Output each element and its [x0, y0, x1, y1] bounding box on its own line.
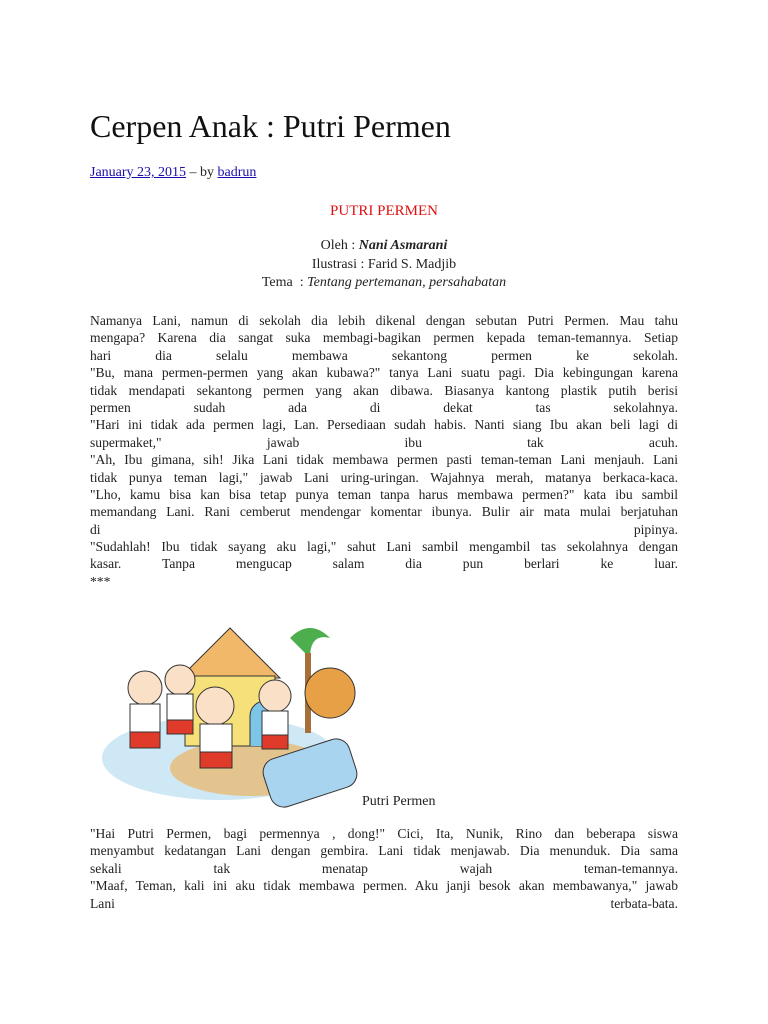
- text-line: "Bu, mana permen-permen yang akan kubawa?" tanya Lani suatu pagi. Dia kebingungan karena: [90, 365, 678, 381]
- text-line: Namanya Lani, namun di sekolah dia lebih dikenal dengan sebutan Putri Permen. Mau tahu: [90, 313, 678, 328]
- text-line: "Hai Putri Permen, bagi permennya , dong!" Cici, Ita, Nunik, Rino dan beberapa siswa: [90, 826, 678, 841]
- text-line: "Hari ini tidak ada permen lagi, Lan. Persediaan sudah habis. Nanti siang Ibu akan beli lagi di: [90, 417, 678, 433]
- author-name: Nani Asmarani: [358, 238, 448, 253]
- author-link[interactable]: badrun: [217, 165, 257, 180]
- text-line: menyambut kedatangan Lani dengan gembira. Lani tidak menjawab. Dia menunduk. Dia sama: [90, 843, 678, 859]
- credit-illustrator: Ilustrasi : Farid S. Madjib: [311, 257, 457, 272]
- text-line: mengapa? Karena dia sangat suka membagi-bagikan permen kepada teman-temannya. Setiap: [90, 330, 678, 346]
- text-line: permen sudah ada di dekat tas sekolahnya.: [90, 399, 678, 415]
- text-line: kasar. Tanpa mengucap salam dia pun berlari ke luar.: [90, 556, 678, 572]
- text-line: supermaket," jawab ibu tak acuh.: [90, 434, 678, 450]
- post-meta: [90, 165, 256, 181]
- text-line: memandang Lani. Rani cemberut mendengar komentar ibunya. Bulir air mata mulai berjatuhan: [90, 504, 678, 520]
- text-line: Lani terbata-bata.: [90, 895, 678, 911]
- tema-label: Tema :: [261, 275, 308, 290]
- text-line: ***: [90, 573, 111, 589]
- credit-theme: [90, 275, 678, 291]
- text-line: "Lho, kamu bisa kan bisa tetap punya teman tanpa harus membawa permen?" kata ibu sambil: [90, 486, 678, 502]
- text-line: tidak punya teman lagi," jawab Lani uring-uringan. Wajahnya merah, matanya berkaca-kaca.: [90, 469, 678, 485]
- story-illustration: [100, 608, 366, 808]
- paragraph-2: [90, 825, 678, 912]
- post-title: Cerpen Anak : Putri Permen: [90, 108, 451, 144]
- paragraph-1: [90, 312, 678, 590]
- text-line: tidak mendapati sekantong permen yang akan dibawa. Biasanya kantong plastik putih berisi: [90, 382, 678, 398]
- text-line: di pipinya.: [90, 521, 678, 537]
- oleh-label: Oleh :: [320, 238, 359, 253]
- text-line: "Maaf, Teman, kali ini aku tidak membawa permen. Aku janji besok akan membawanya," jawab: [90, 878, 678, 894]
- text-line: sekali tak menatap wajah teman-temannya.: [90, 860, 678, 876]
- illustration-caption: Putri Permen: [362, 794, 436, 809]
- text-line: "Ah, Ibu gimana, sih! Jika Lani tidak membawa permen pasti teman-teman Lani menjauh. Lani: [90, 452, 678, 468]
- text-line: "Sudahlah! Ibu tidak sayang aku lagi," sahut Lani sambil mengambil tas sekolahnya dengan: [90, 539, 678, 555]
- text-line: hari dia selalu membawa sekantong permen ke sekolah.: [90, 347, 678, 363]
- meta-separator: – by: [186, 165, 218, 180]
- date-link[interactable]: January 23, 2015: [90, 165, 187, 180]
- credit-author: [90, 238, 678, 254]
- story-title: PUTRI PERMEN: [330, 203, 438, 219]
- tema-value: Tentang pertemanan, persahabatan: [307, 275, 507, 290]
